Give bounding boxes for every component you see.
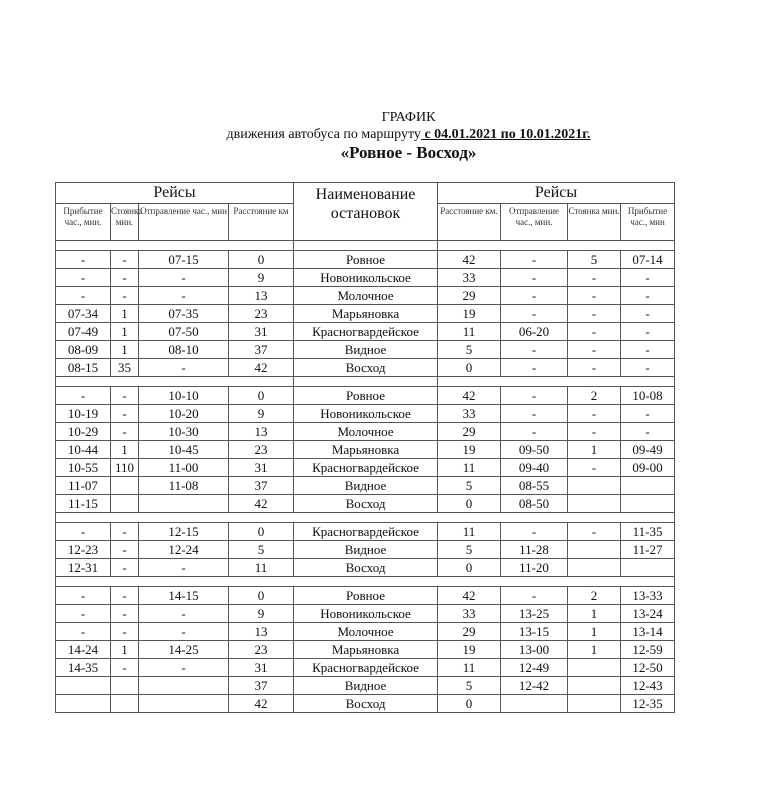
- cell-return-departure: 08-55: [501, 477, 568, 495]
- cell-return-departure: -: [501, 387, 568, 405]
- cell-return-departure: 12-42: [501, 677, 568, 695]
- cell-arrival: -: [56, 587, 111, 605]
- cell-arrival: -: [56, 269, 111, 287]
- cell-return-arrival: 11-35: [621, 523, 675, 541]
- cell-return-arrival: 09-00: [621, 459, 675, 477]
- cell-return-arrival: 12-35: [621, 695, 675, 713]
- left-col-distance: Расстояние км: [229, 204, 294, 241]
- cell-stop: 110: [111, 459, 139, 477]
- cell-return-departure: -: [501, 423, 568, 441]
- section-separator: [56, 577, 675, 587]
- cell-return-arrival: -: [621, 405, 675, 423]
- cell-return-departure: -: [501, 359, 568, 377]
- cell-return-stop: 1: [568, 623, 621, 641]
- cell-stop: 1: [111, 441, 139, 459]
- cell-stop-name: Красногвардейское: [294, 459, 438, 477]
- cell-return-departure: -: [501, 587, 568, 605]
- table-row: [56, 305, 675, 323]
- table-row: [56, 659, 675, 677]
- table-row: [56, 459, 675, 477]
- cell-return-distance: 29: [438, 623, 501, 641]
- cell-departure: [139, 677, 229, 695]
- title-prefix: движения автобуса по маршруту: [226, 127, 421, 142]
- date-range: с 04.01.2021 по 10.01.2021г.: [420, 127, 591, 142]
- cell-return-distance: 0: [438, 695, 501, 713]
- cell-return-arrival: [621, 477, 675, 495]
- cell-return-distance: 42: [438, 587, 501, 605]
- cell-stop: -: [111, 605, 139, 623]
- cell-stop: -: [111, 423, 139, 441]
- cell-distance: 9: [229, 269, 294, 287]
- cell-arrival: 10-44: [56, 441, 111, 459]
- cell-return-distance: 11: [438, 323, 501, 341]
- cell-stop-name: Марьяновка: [294, 441, 438, 459]
- cell-return-stop: -: [568, 523, 621, 541]
- cell-return-stop: [568, 659, 621, 677]
- cell-departure: 07-15: [139, 251, 229, 269]
- table-row: [56, 641, 675, 659]
- cell-departure: 10-30: [139, 423, 229, 441]
- cell-distance: 31: [229, 659, 294, 677]
- cell-distance: 13: [229, 623, 294, 641]
- cell-return-stop: -: [568, 459, 621, 477]
- cell-distance: 23: [229, 441, 294, 459]
- cell-return-departure: 11-20: [501, 559, 568, 577]
- cell-distance: 23: [229, 305, 294, 323]
- cell-return-stop: -: [568, 269, 621, 287]
- cell-return-stop: 1: [568, 605, 621, 623]
- cell-stop-name: Ровное: [294, 587, 438, 605]
- cell-return-arrival: 13-14: [621, 623, 675, 641]
- cell-distance: 42: [229, 359, 294, 377]
- cell-return-arrival: -: [621, 359, 675, 377]
- cell-return-departure: 09-40: [501, 459, 568, 477]
- right-col-departure: Отправление час., мин.: [501, 204, 568, 241]
- cell-stop-name: Красногвардейское: [294, 523, 438, 541]
- cell-return-arrival: 12-43: [621, 677, 675, 695]
- cell-return-departure: -: [501, 523, 568, 541]
- cell-return-departure: 12-49: [501, 659, 568, 677]
- cell-distance: 31: [229, 459, 294, 477]
- table-row: [56, 541, 675, 559]
- cell-return-distance: 5: [438, 677, 501, 695]
- left-col-departure: Отправление час., мин: [139, 204, 229, 241]
- cell-stop: -: [111, 623, 139, 641]
- cell-return-distance: 19: [438, 441, 501, 459]
- cell-stop-name: Восход: [294, 359, 438, 377]
- cell-return-departure: 11-28: [501, 541, 568, 559]
- cell-return-stop: 2: [568, 587, 621, 605]
- cell-return-stop: -: [568, 323, 621, 341]
- cell-distance: 13: [229, 287, 294, 305]
- cell-return-stop: -: [568, 305, 621, 323]
- cell-arrival: -: [56, 251, 111, 269]
- cell-stop-name: Новоникольское: [294, 269, 438, 287]
- cell-distance: 37: [229, 477, 294, 495]
- cell-return-departure: 13-25: [501, 605, 568, 623]
- cell-arrival: 10-19: [56, 405, 111, 423]
- cell-distance: 0: [229, 387, 294, 405]
- cell-stop-name: Ровное: [294, 387, 438, 405]
- separator-cell: [438, 377, 675, 387]
- cell-return-arrival: 09-49: [621, 441, 675, 459]
- right-col-distance: Расстояние км.: [438, 204, 501, 241]
- cell-return-distance: 5: [438, 341, 501, 359]
- cell-return-stop: [568, 541, 621, 559]
- separator-cell: [438, 241, 675, 251]
- cell-return-departure: -: [501, 287, 568, 305]
- cell-return-stop: -: [568, 287, 621, 305]
- cell-return-distance: 11: [438, 523, 501, 541]
- cell-return-distance: 11: [438, 659, 501, 677]
- cell-return-arrival: [621, 495, 675, 513]
- cell-return-distance: 33: [438, 269, 501, 287]
- cell-return-distance: 29: [438, 423, 501, 441]
- cell-arrival: 12-31: [56, 559, 111, 577]
- cell-stop-name: Видное: [294, 677, 438, 695]
- cell-stop: [111, 477, 139, 495]
- cell-stop-name: Марьяновка: [294, 305, 438, 323]
- cell-stop: -: [111, 541, 139, 559]
- cell-arrival: 08-15: [56, 359, 111, 377]
- cell-arrival: 11-15: [56, 495, 111, 513]
- cell-stop-name: Видное: [294, 541, 438, 559]
- cell-return-distance: 29: [438, 287, 501, 305]
- cell-arrival: 10-29: [56, 423, 111, 441]
- table-row: [56, 251, 675, 269]
- cell-departure: -: [139, 605, 229, 623]
- cell-return-distance: 19: [438, 641, 501, 659]
- cell-return-stop: [568, 677, 621, 695]
- table-row: [56, 587, 675, 605]
- cell-departure: -: [139, 287, 229, 305]
- cell-return-distance: 19: [438, 305, 501, 323]
- cell-arrival: 07-49: [56, 323, 111, 341]
- cell-stop: -: [111, 559, 139, 577]
- cell-departure: 12-15: [139, 523, 229, 541]
- cell-return-distance: 0: [438, 559, 501, 577]
- cell-arrival: -: [56, 523, 111, 541]
- cell-stop-name: Марьяновка: [294, 641, 438, 659]
- cell-return-stop: [568, 559, 621, 577]
- table-row: [56, 359, 675, 377]
- cell-return-arrival: 07-14: [621, 251, 675, 269]
- cell-stop-name: Восход: [294, 695, 438, 713]
- left-group-header: Рейсы: [56, 183, 294, 204]
- left-col-stop: Стоянка мин.: [111, 204, 139, 241]
- table-row: [56, 605, 675, 623]
- cell-return-arrival: 13-33: [621, 587, 675, 605]
- cell-stop: -: [111, 587, 139, 605]
- cell-stop: 1: [111, 341, 139, 359]
- cell-stop: 1: [111, 641, 139, 659]
- cell-arrival: 11-07: [56, 477, 111, 495]
- table-row: [56, 323, 675, 341]
- cell-departure: 10-45: [139, 441, 229, 459]
- cell-return-stop: -: [568, 405, 621, 423]
- cell-return-departure: -: [501, 405, 568, 423]
- cell-return-stop: [568, 495, 621, 513]
- cell-arrival: 07-34: [56, 305, 111, 323]
- cell-distance: 37: [229, 341, 294, 359]
- cell-stop-name: Восход: [294, 559, 438, 577]
- cell-stop-name: Новоникольское: [294, 605, 438, 623]
- cell-arrival: 14-35: [56, 659, 111, 677]
- title-heading: ГРАФИК: [381, 110, 436, 125]
- cell-departure: 14-25: [139, 641, 229, 659]
- cell-return-arrival: -: [621, 323, 675, 341]
- cell-return-arrival: -: [621, 341, 675, 359]
- cell-departure: -: [139, 559, 229, 577]
- cell-return-departure: 09-50: [501, 441, 568, 459]
- cell-return-distance: 42: [438, 387, 501, 405]
- cell-distance: 42: [229, 495, 294, 513]
- separator-cell: [56, 513, 675, 523]
- cell-distance: 11: [229, 559, 294, 577]
- cell-stop: -: [111, 287, 139, 305]
- table-row: [56, 341, 675, 359]
- cell-stop-name: Красногвардейское: [294, 659, 438, 677]
- cell-return-stop: [568, 695, 621, 713]
- cell-arrival: [56, 695, 111, 713]
- cell-arrival: 12-23: [56, 541, 111, 559]
- cell-return-stop: 2: [568, 387, 621, 405]
- cell-stop: 35: [111, 359, 139, 377]
- cell-stop: 1: [111, 305, 139, 323]
- table-row: [56, 387, 675, 405]
- route-name: «Ровное - Восход»: [340, 143, 477, 162]
- cell-departure: 07-50: [139, 323, 229, 341]
- title-subheading: [60, 126, 757, 143]
- cell-arrival: -: [56, 623, 111, 641]
- cell-distance: 37: [229, 677, 294, 695]
- cell-distance: 0: [229, 587, 294, 605]
- cell-distance: 5: [229, 541, 294, 559]
- cell-return-arrival: 12-59: [621, 641, 675, 659]
- cell-departure: 10-20: [139, 405, 229, 423]
- cell-return-arrival: 13-24: [621, 605, 675, 623]
- cell-return-arrival: 12-50: [621, 659, 675, 677]
- cell-stop: -: [111, 251, 139, 269]
- cell-departure: [139, 695, 229, 713]
- cell-arrival: -: [56, 387, 111, 405]
- cell-return-distance: 42: [438, 251, 501, 269]
- cell-return-departure: -: [501, 341, 568, 359]
- cell-arrival: 10-55: [56, 459, 111, 477]
- cell-return-departure: 13-00: [501, 641, 568, 659]
- table-row: [56, 287, 675, 305]
- cell-return-distance: 5: [438, 477, 501, 495]
- cell-stop-name: Ровное: [294, 251, 438, 269]
- cell-distance: 9: [229, 605, 294, 623]
- cell-return-stop: 5: [568, 251, 621, 269]
- cell-return-distance: 33: [438, 605, 501, 623]
- cell-departure: 07-35: [139, 305, 229, 323]
- cell-arrival: 08-09: [56, 341, 111, 359]
- cell-distance: 31: [229, 323, 294, 341]
- cell-stop: -: [111, 269, 139, 287]
- cell-return-departure: 13-15: [501, 623, 568, 641]
- cell-return-stop: -: [568, 341, 621, 359]
- cell-return-stop: -: [568, 359, 621, 377]
- section-separator: [56, 241, 675, 251]
- cell-stop-name: Молочное: [294, 287, 438, 305]
- cell-distance: 13: [229, 423, 294, 441]
- separator-cell: [56, 377, 294, 387]
- table-row: [56, 623, 675, 641]
- cell-return-departure: [501, 695, 568, 713]
- cell-return-distance: 0: [438, 359, 501, 377]
- cell-return-distance: 0: [438, 495, 501, 513]
- right-col-arrival: Прибытие час., мин: [621, 204, 675, 241]
- cell-distance: 0: [229, 251, 294, 269]
- schedule-table: [55, 182, 675, 713]
- cell-departure: 08-10: [139, 341, 229, 359]
- cell-stop-name: Красногвардейское: [294, 323, 438, 341]
- cell-return-departure: 06-20: [501, 323, 568, 341]
- cell-distance: 23: [229, 641, 294, 659]
- cell-departure: 14-15: [139, 587, 229, 605]
- cell-stop: -: [111, 405, 139, 423]
- cell-stop-name: Видное: [294, 341, 438, 359]
- cell-stop-name: Новоникольское: [294, 405, 438, 423]
- separator-cell: [294, 241, 438, 251]
- cell-return-distance: 33: [438, 405, 501, 423]
- table-row: [56, 495, 675, 513]
- cell-stop-name: Молочное: [294, 423, 438, 441]
- table-row: [56, 423, 675, 441]
- table-row: [56, 477, 675, 495]
- table-row: [56, 405, 675, 423]
- separator-cell: [294, 377, 438, 387]
- cell-departure: 12-24: [139, 541, 229, 559]
- cell-return-departure: -: [501, 251, 568, 269]
- cell-return-stop: [568, 477, 621, 495]
- stops-column-header: Наименование остановок: [294, 183, 438, 241]
- cell-return-distance: 11: [438, 459, 501, 477]
- cell-departure: 10-10: [139, 387, 229, 405]
- cell-return-arrival: -: [621, 269, 675, 287]
- cell-departure: [139, 495, 229, 513]
- cell-return-arrival: -: [621, 423, 675, 441]
- separator-cell: [56, 577, 675, 587]
- cell-departure: -: [139, 623, 229, 641]
- table-row: [56, 559, 675, 577]
- right-col-stop: Стоянка мин.: [568, 204, 621, 241]
- cell-stop: -: [111, 387, 139, 405]
- cell-return-departure: -: [501, 269, 568, 287]
- cell-stop: -: [111, 659, 139, 677]
- table-row: [56, 441, 675, 459]
- cell-return-arrival: [621, 559, 675, 577]
- table-row: [56, 677, 675, 695]
- cell-distance: 42: [229, 695, 294, 713]
- cell-return-distance: 5: [438, 541, 501, 559]
- cell-return-departure: 08-50: [501, 495, 568, 513]
- table-row: [56, 269, 675, 287]
- cell-departure: -: [139, 659, 229, 677]
- cell-distance: 9: [229, 405, 294, 423]
- cell-return-stop: -: [568, 423, 621, 441]
- cell-return-arrival: 11-27: [621, 541, 675, 559]
- cell-stop-name: Видное: [294, 477, 438, 495]
- cell-stop: 1: [111, 323, 139, 341]
- cell-return-arrival: -: [621, 305, 675, 323]
- cell-stop: [111, 495, 139, 513]
- cell-return-stop: 1: [568, 441, 621, 459]
- section-separator: [56, 377, 675, 387]
- cell-departure: -: [139, 269, 229, 287]
- right-group-header: Рейсы: [438, 183, 675, 204]
- cell-stop-name: Восход: [294, 495, 438, 513]
- cell-return-stop: 1: [568, 641, 621, 659]
- section-separator: [56, 513, 675, 523]
- cell-departure: -: [139, 359, 229, 377]
- cell-distance: 0: [229, 523, 294, 541]
- cell-departure: 11-08: [139, 477, 229, 495]
- cell-stop: [111, 695, 139, 713]
- table-row: [56, 523, 675, 541]
- table-row: [56, 695, 675, 713]
- cell-arrival: -: [56, 605, 111, 623]
- left-col-arrival: Прибытие час., мин.: [56, 204, 111, 241]
- cell-departure: 11-00: [139, 459, 229, 477]
- cell-arrival: [56, 677, 111, 695]
- cell-stop-name: Молочное: [294, 623, 438, 641]
- cell-stop: -: [111, 523, 139, 541]
- cell-arrival: 14-24: [56, 641, 111, 659]
- cell-arrival: -: [56, 287, 111, 305]
- cell-return-arrival: -: [621, 287, 675, 305]
- cell-return-arrival: 10-08: [621, 387, 675, 405]
- document-title: [0, 110, 757, 163]
- cell-stop: [111, 677, 139, 695]
- separator-cell: [56, 241, 294, 251]
- cell-return-departure: -: [501, 305, 568, 323]
